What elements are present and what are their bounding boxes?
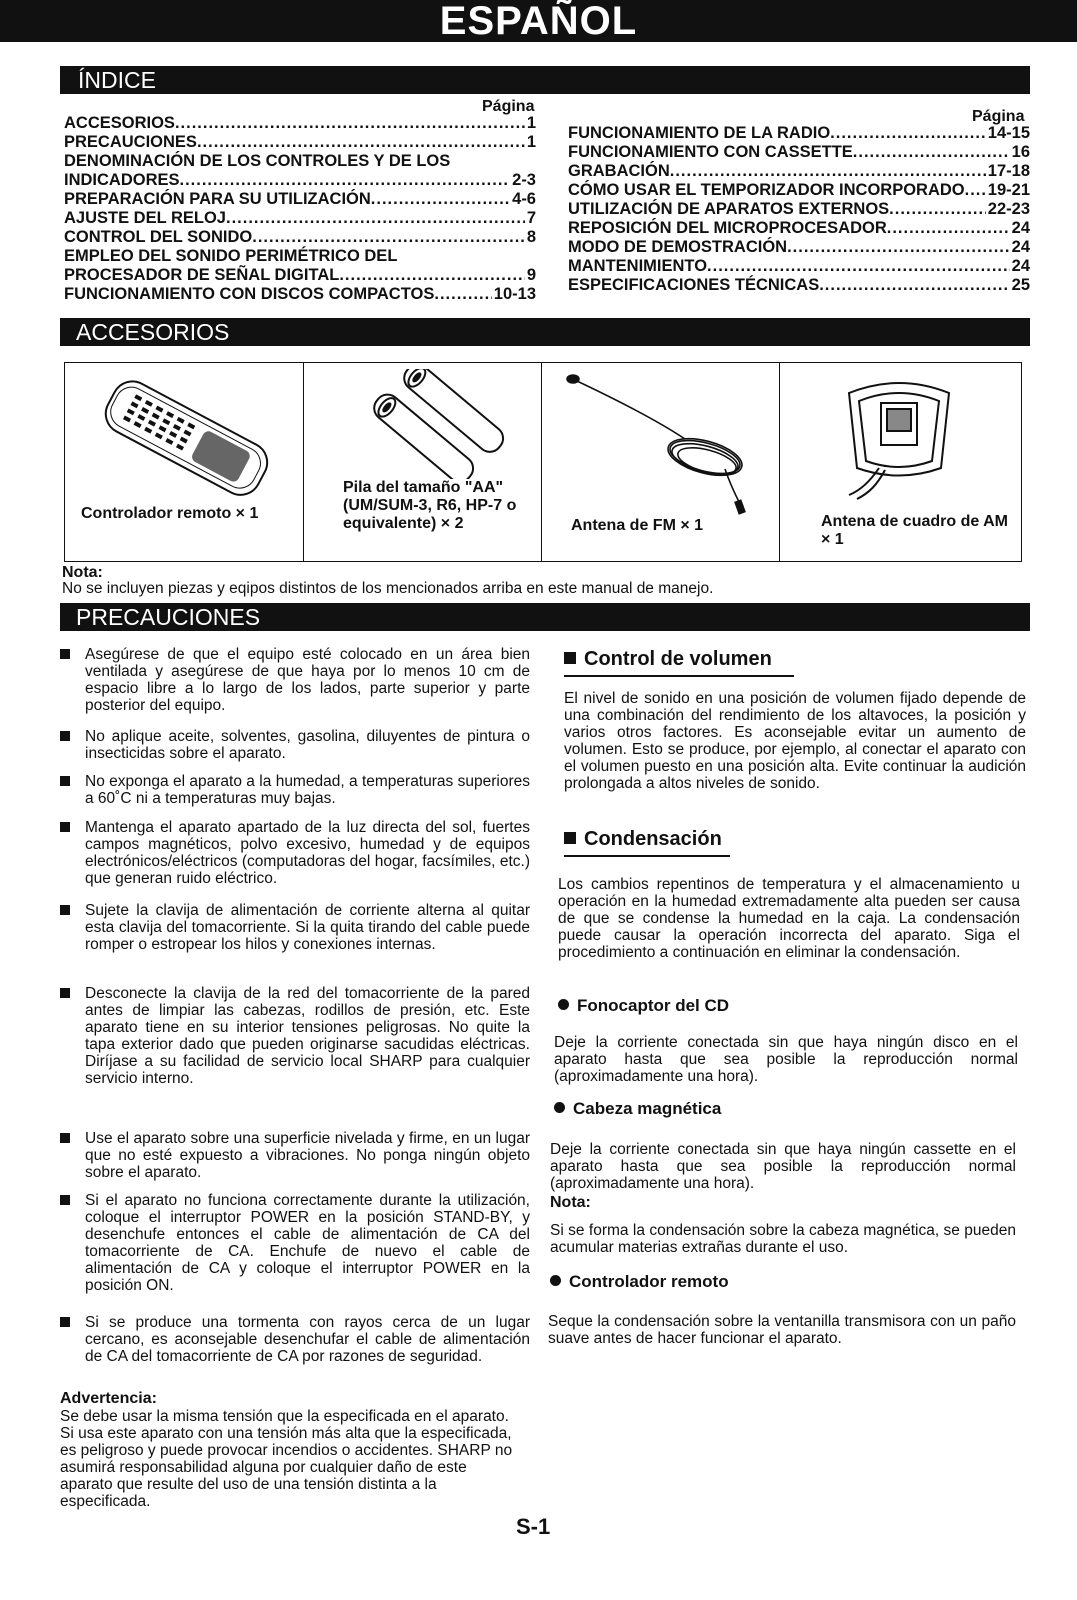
bullet-square-icon	[60, 649, 70, 659]
warning-label: Advertencia:	[60, 1390, 157, 1407]
index-item: CÓMO USAR EL TEMPORIZADOR INCORPORADO ..... 19-21	[568, 181, 1030, 200]
accessories-bar	[60, 318, 1030, 346]
condensation-note-text: Si se forma la condensación sobre la cabeza magnética, se pueden acumular materias extrañas durante el uso.	[550, 1222, 1016, 1256]
bullet-square-icon	[564, 832, 576, 844]
bullet-square-icon	[60, 822, 70, 832]
precaution-item: No exponga el aparato a la humedad, a temperaturas superiores a 60˚C ni a temperaturas muy bajas.	[60, 773, 530, 807]
bullet-dot-icon	[554, 1102, 565, 1113]
bullet-square-icon	[60, 731, 70, 741]
accessories-note-label: Nota:	[62, 564, 103, 581]
index-item: INDICADORES ..... 2-3	[64, 171, 536, 190]
accessory-caption: Antena de cuadro de AM × 1	[821, 513, 1008, 548]
index-page-label-left: Página	[482, 98, 535, 115]
index-right-list	[568, 124, 1030, 295]
precaution-item: Asegúrese de que el equipo esté colocado en un área bien ventilada y asegúrese de que haya por lo menos 10 cm de espacio libre a lo largo de los lados, parte superior y parte posterior del equipo.	[60, 646, 530, 714]
magnetic-head-text: Deje la corriente conectada sin que haya ningún cassette en el aparato hasta que sea posible la reproducción normal (aproximadamente una hora).	[550, 1141, 1016, 1192]
volume-text: El nivel de sonido en una posición de volumen fijado depende de una combinación del rendimiento de los altavoces, la posición y varios otros factores. Es aconsejable evitar un aumento de volumen. Esto se produce, por ejemplo, al conectar el aparato con el volumen puesto en una posición alta. Evite continuar la audición prolongada a altos niveles de sonido.	[564, 690, 1026, 792]
index-bar-label: ÍNDICE	[78, 67, 156, 93]
accessory-batteries	[303, 363, 542, 561]
index-item: REPOSICIÓN DEL MICROPROCESADOR ..... 24	[568, 219, 1030, 238]
bullet-square-icon	[60, 1317, 70, 1327]
accessory-fm-antenna	[541, 363, 780, 561]
index-page-label-right: Página	[972, 108, 1025, 125]
index-item: MODO DE DEMOSTRACIÓN ..... 24	[568, 238, 1030, 257]
index-item: FUNCIONAMIENTO DE LA RADIO ..... 14-15	[568, 124, 1030, 143]
accessories-table	[64, 362, 1022, 562]
accessory-remote	[65, 363, 304, 561]
index-item: PRECAUCIONES ..... 1	[64, 133, 536, 152]
accessories-note-text: No se incluyen piezas y eqipos distintos de los mencionados arriba en este manual de manejo.	[62, 580, 714, 597]
condensation-note-label: Nota:	[550, 1194, 591, 1211]
accessory-caption: Antena de FM × 1	[571, 517, 704, 534]
bullet-square-icon	[564, 652, 576, 664]
index-bar	[60, 66, 1030, 94]
index-item: MANTENIMIENTO ..... 24	[568, 257, 1030, 276]
cd-pickup-heading: Fonocaptor del CD	[558, 996, 729, 1016]
warning-text: Se debe usar la misma tensión que la especificada en el aparato. Si usa este aparato con una tensión más alta que la especificada, es peligroso y puede provocar incendios o accidentes. SHARP no asumirá responsabilidad alguna por cualquier daño de este aparato que resulte del uso de una tensión distinta a la especificada.	[60, 1408, 513, 1510]
accessory-am-antenna	[779, 363, 1021, 561]
bullet-dot-icon	[550, 1275, 561, 1286]
bullet-square-icon	[60, 988, 70, 998]
remote-control-text: Seque la condensación sobre la ventanilla transmisora con un paño suave antes de hacer funcionar el aparato.	[548, 1313, 1016, 1347]
page-number: S-1	[516, 1514, 551, 1539]
bullet-square-icon	[60, 1195, 70, 1205]
index-item: UTILIZACIÓN DE APARATOS EXTERNOS ..... 22-23	[568, 200, 1030, 219]
precaution-item: Desconecte la clavija de la red del tomacorriente de la pared antes de limpiar las cabezas, rodillos de presión, etc. Este aparato tiene en su interior tensiones peligrosas. No quite la tapa exterior dado que pueden originarse sacudidas eléctricas. Diríjase a su facilidad de servicio local SHARP para cualquier servicio interno.	[60, 985, 530, 1087]
precaution-item: Mantenga el aparato apartado de la luz directa del sol, fuertes campos magnéticos, polvo excesivo, humedad y de equipos electrónicos/eléctricos (computadoras del hogar, facsímiles, etc.) que generan ruido eléctrico.	[60, 819, 530, 887]
fm-antenna-icon	[555, 369, 765, 519]
precautions-bar-label: PRECAUCIONES	[76, 604, 261, 630]
precaution-item: Use el aparato sobre una superficie nivelada y firme, en un lugar que no esté expuesto a vibraciones. No ponga ningún objeto sobre el aparato.	[60, 1130, 530, 1181]
volume-heading: Control de volumen	[564, 648, 772, 671]
precaution-item: Sujete la clavija de alimentación de corriente alterna al quitar esta clavija del tomacorriente. Si la quita tirando del cable puede romper o estropear los hilos y conexiones internas.	[60, 902, 530, 953]
accessory-caption: Pila del tamaño "AA" (UM/SUM-3, R6, HP-7 o equivalente) × 2	[343, 479, 517, 532]
bullet-square-icon	[60, 1133, 70, 1143]
am-loop-antenna-icon	[829, 373, 969, 503]
precaution-item: Si se produce una tormenta con rayos cerca de un lugar cercano, es aconsejable desenchufar el cable de alimentación de CA del tomacorriente de CA por razones de seguridad.	[60, 1314, 530, 1365]
index-item: PROCESADOR DE SEÑAL DIGITAL ..... 9	[64, 266, 536, 285]
index-item: ACCESORIOS ..... 1	[64, 114, 536, 133]
cd-pickup-text: Deje la corriente conectada sin que haya ningún disco en el aparato hasta que sea posible la reproducción normal (aproximadamente una hora).	[554, 1034, 1018, 1085]
index-item: GRABACIÓN ..... 17-18	[568, 162, 1030, 181]
remote-control-icon	[83, 369, 283, 499]
page-title: ESPAÑOL	[0, 0, 1077, 42]
index-item: EMPLEO DEL SONIDO PERIMÉTRICO DEL	[64, 247, 398, 265]
index-item: FUNCIONAMIENTO CON DISCOS COMPACTOS ..... 10-13	[64, 285, 536, 304]
remote-control-heading: Controlador remoto	[550, 1272, 729, 1292]
volume-underline	[564, 675, 794, 677]
index-item: ESPECIFICACIONES TÉCNICAS ..... 25	[568, 276, 1030, 295]
accessories-bar-label: ACCESORIOS	[76, 319, 230, 345]
battery-icon	[343, 369, 543, 479]
index-item: FUNCIONAMIENTO CON CASSETTE ..... 16	[568, 143, 1030, 162]
precaution-item: Si el aparato no funciona correctamente durante la utilización, coloque el interruptor POWER en la posición STAND-BY, y desenchufe entonces el cable de alimentación de CA del tomacorriente de CA. Enchufe de nuevo el cable de alimentación de CA y coloque el interruptor POWER en la posición ON.	[60, 1192, 530, 1294]
index-item: DENOMINACIÓN DE LOS CONTROLES Y DE LOS	[64, 152, 451, 170]
condensation-heading: Condensación	[564, 828, 722, 851]
accessory-caption: Controlador remoto × 1	[81, 505, 259, 522]
index-item: AJUSTE DEL RELOJ ..... 7	[64, 209, 536, 228]
precaution-item: No aplique aceite, solventes, gasolina, diluyentes de pintura o insecticidas sobre el aparato.	[60, 728, 530, 762]
bullet-square-icon	[60, 776, 70, 786]
bullet-dot-icon	[558, 999, 569, 1010]
index-item: PREPARACIÓN PARA SU UTILIZACIÓN ..... 4-6	[64, 190, 536, 209]
precautions-bar	[60, 603, 1030, 631]
index-left-list	[64, 114, 536, 304]
condensation-underline	[564, 855, 730, 857]
index-item: CONTROL DEL SONIDO ..... 8	[64, 228, 536, 247]
condensation-text: Los cambios repentinos de temperatura y el almacenamiento u operación en la humedad extremadamente alta pueden ser causa de que se condense la humedad en la caja. La condensación puede causar la operación incorrecta del aparato. Siga el procedimiento a continuación en eliminar la condensación.	[558, 876, 1020, 961]
magnetic-head-heading: Cabeza magnética	[554, 1099, 721, 1119]
bullet-square-icon	[60, 905, 70, 915]
